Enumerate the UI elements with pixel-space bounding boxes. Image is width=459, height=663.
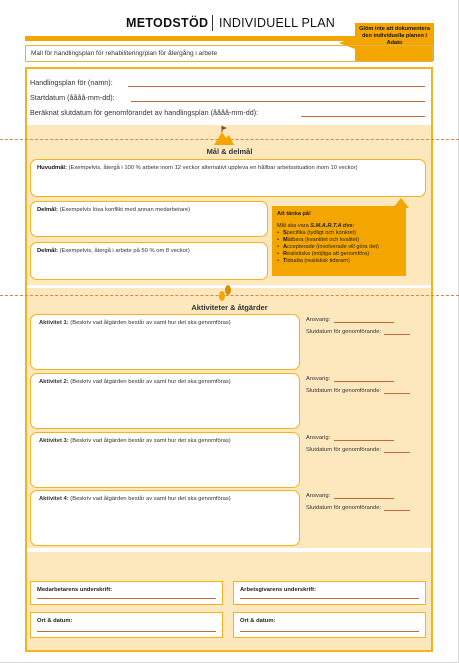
activity-3-responsible-input[interactable]	[334, 435, 394, 441]
goals-title: Mål & delmål	[206, 147, 253, 156]
subgoal-1-hint: (Exempelvis lösa konflikt med annan medarbetare)	[59, 207, 191, 213]
employee-place-date-label: Ort & datum:	[37, 618, 73, 624]
template-title: Mall för handlingsplan för rehabilitering/plan för återgång i arbete	[25, 45, 433, 62]
employer-place-date-box[interactable]	[233, 612, 426, 638]
employer-signature-label: Arbetsgivarens underskrift:	[240, 587, 317, 593]
header-title-right: INDIVIDUELL PLAN	[219, 16, 335, 30]
name-field-input[interactable]	[128, 86, 425, 87]
activity-3-box[interactable]	[30, 432, 300, 488]
employer-place-date-label: Ort & datum:	[240, 618, 276, 624]
activity-2-end-date-input[interactable]	[384, 388, 410, 394]
activity-2-responsible-input[interactable]	[334, 376, 394, 382]
activity-1-end-date: Slutdatum för genomförande:	[306, 329, 410, 335]
employer-signature-line	[240, 598, 419, 599]
header-accent-bar	[25, 36, 355, 41]
smarta-list	[277, 230, 401, 265]
activity-1-hint: (Beskriv vad åtgärden består av samt hur det ska genomföras)	[70, 320, 231, 326]
activity-2-responsible: Ansvarig:	[306, 376, 394, 382]
start-date-input[interactable]	[131, 101, 425, 102]
activity-4-end-date: Slutdatum för genomförande:	[306, 505, 410, 511]
smarta-item: • Accepterade (involverade vill göra det)	[277, 244, 401, 251]
subgoal-2-label: Delmål:	[37, 248, 58, 254]
adato-tip-callout: Glöm inte att dokumentera den individuella planen i Adato	[355, 23, 434, 61]
activity-1-box[interactable]	[30, 314, 300, 370]
activity-1-responsible: Ansvarig:	[306, 317, 394, 323]
employer-signature-box[interactable]	[233, 581, 426, 605]
activity-3-responsible: Ansvarig:	[306, 435, 394, 441]
smarta-item: • Realistiska (möjliga att genomföra)	[277, 251, 401, 258]
employee-signature-line	[37, 598, 216, 599]
activity-1-responsible-input[interactable]	[334, 317, 394, 323]
employer-place-date-line	[240, 631, 419, 632]
mountain-flag-icon	[212, 126, 236, 146]
activity-3-end-date: Slutdatum för genomförande:	[306, 447, 410, 453]
activity-1-label: Aktivitet 1:	[39, 320, 69, 326]
smarta-intro-prefix: Mål ska vara	[277, 223, 309, 229]
employee-place-date-box[interactable]	[30, 612, 223, 638]
activity-4-responsible: Ansvarig:	[306, 493, 394, 499]
smarta-title: Att tänka på!	[277, 211, 311, 217]
smarta-item: • Tidsatta (realistisk tidsram)	[277, 258, 401, 265]
activity-2-hint: (Beskriv vad åtgärden består av samt hur det ska genomföras)	[70, 379, 231, 385]
employee-place-date-line	[37, 631, 216, 632]
activity-3-label: Aktivitet 3:	[39, 438, 69, 444]
header-separator	[212, 15, 213, 31]
activity-4-hint: (Beskriv vad åtgärden består av samt hur det ska genomföras)	[70, 496, 231, 502]
employee-signature-box[interactable]	[30, 581, 223, 605]
smarta-intro	[277, 223, 401, 230]
activity-2-box[interactable]	[30, 373, 300, 429]
end-date-label: Beräknat slutdatum för genomförandet av handlingsplan (åååå-mm-dd):	[30, 108, 259, 117]
activity-1-end-date-input[interactable]	[384, 329, 410, 335]
start-date-label: Startdatum (åååå-mm-dd):	[30, 93, 115, 102]
smarta-intro-emph: S.M.A.R.T.A dvs:	[310, 223, 355, 229]
main-goal-label: Huvudmål:	[37, 165, 67, 171]
header-title-left: METODSTÖD	[126, 16, 209, 30]
activities-title: Aktiviteter & åtgärder	[191, 303, 268, 312]
subgoal-1-box[interactable]	[30, 201, 268, 237]
end-date-input[interactable]	[301, 116, 425, 117]
activity-4-responsible-input[interactable]	[334, 493, 394, 499]
activity-4-label: Aktivitet 4:	[39, 496, 69, 502]
footprints-icon	[217, 284, 233, 302]
main-goal-hint: (Exempelvis, återgå i 100 % arbete inom 12 veckor alternativt uppleva en hållbar arbetssituation inom 10 veckor)	[68, 165, 358, 171]
subgoal-2-hint: (Exempelvis, återgå i arbete på 50 % om 8 veckor)	[59, 248, 190, 254]
smarta-tips-callout	[272, 206, 406, 276]
employee-signature-label: Medarbetarens underskrift:	[37, 587, 113, 593]
activity-4-box[interactable]	[30, 490, 300, 546]
main-goal-box[interactable]	[30, 159, 426, 197]
activity-2-label: Aktivitet 2:	[39, 379, 69, 385]
name-field-label: Handlingsplan för (namn):	[30, 78, 113, 87]
activity-2-end-date: Slutdatum för genomförande:	[306, 388, 410, 394]
subgoal-2-box[interactable]	[30, 242, 268, 280]
activity-3-end-date-input[interactable]	[384, 447, 410, 453]
activity-4-end-date-input[interactable]	[384, 505, 410, 511]
subgoal-1-label: Delmål:	[37, 207, 58, 213]
smarta-item: • Specifika (tydligt och konkret)	[277, 230, 401, 237]
activity-3-hint: (Beskriv vad åtgärden består av samt hur det ska genomföras)	[70, 438, 231, 444]
smarta-item: • Mätbara (kvantitet och kvalitet)	[277, 237, 401, 244]
